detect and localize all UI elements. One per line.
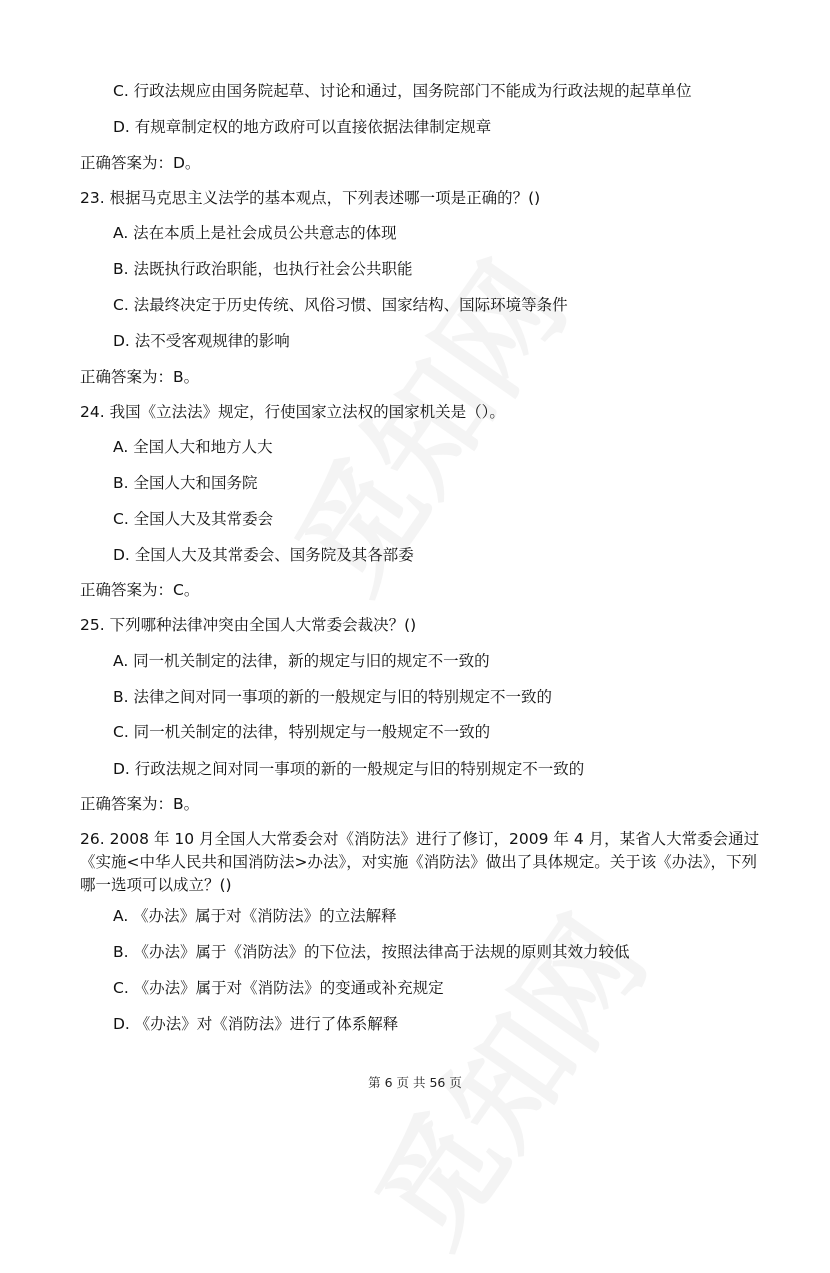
q24-option-c: C. 全国人大及其常委会 [113,510,274,528]
q24-option-a: A. 全国人大和地方人大 [113,438,273,456]
page-footer: 第 6 页 共 56 页 [368,1075,462,1090]
q22-option-c: C. 行政法规应由国务院起草、讨论和通过，国务院部门不能成为行政法规的起草单位 [113,82,692,100]
q22-answer: 正确答案为：D。 [80,154,201,172]
q25-question: 25. 下列哪种法律冲突由全国人大常委会裁决？() [80,616,417,634]
q26-option-c: C. 《办法》属于对《消防法》的变通或补充规定 [113,979,444,997]
q22-option-d: D. 有规章制定权的地方政府可以直接依据法律制定规章 [113,118,492,136]
q24-question: 24. 我国《立法法》规定，行使国家立法权的国家机关是（）。 [80,403,505,421]
q24-option-d: D. 全国人大及其常委会、国务院及其各部委 [113,546,414,564]
q24-option-b: B. 全国人大和国务院 [113,474,258,492]
q25-option-c: C. 同一机关制定的法律，特别规定与一般规定不一致的 [113,723,491,741]
q25-answer: 正确答案为：B。 [80,795,200,813]
q26-option-b: B. 《办法》属于《消防法》的下位法，按照法律高于法规的原则其效力较低 [113,943,630,961]
q23-question: 23. 根据马克思主义法学的基本观点，下列表述哪一项是正确的？() [80,189,541,207]
q23-option-c: C. 法最终决定于历史传统、风俗习惯、国家结构、国际环境等条件 [113,296,568,314]
q24-answer: 正确答案为：C。 [80,581,200,599]
q23-option-d: D. 法不受客观规律的影响 [113,332,290,350]
q23-option-a: A. 法在本质上是社会成员公共意志的体现 [113,224,397,242]
q23-option-b: B. 法既执行政治职能，也执行社会公共职能 [113,260,413,278]
q26-question: 26. 2008 年 10 月全国人大常委会对《消防法》进行了修订，2009 年 4 月，某省人大常委会通过《实施<中华人民共和国消防法>办法》，对实施《消防法》做出了具体规定。关于该《办法》，下列哪一选项可以成立？() [80,830,760,894]
q23-answer: 正确答案为：B。 [80,368,200,386]
q25-option-a: A. 同一机关制定的法律，新的规定与旧的规定不一致的 [113,652,490,670]
q25-option-d: D. 行政法规之间对同一事项的新的一般规定与旧的特别规定不一致的 [113,760,585,778]
q26-option-a: A. 《办法》属于对《消防法》的立法解释 [113,907,397,925]
q26-option-d: D. 《办法》对《消防法》进行了体系解释 [113,1015,399,1033]
q25-option-b: B. 法律之间对同一事项的新的一般规定与旧的特别规定不一致的 [113,688,552,706]
